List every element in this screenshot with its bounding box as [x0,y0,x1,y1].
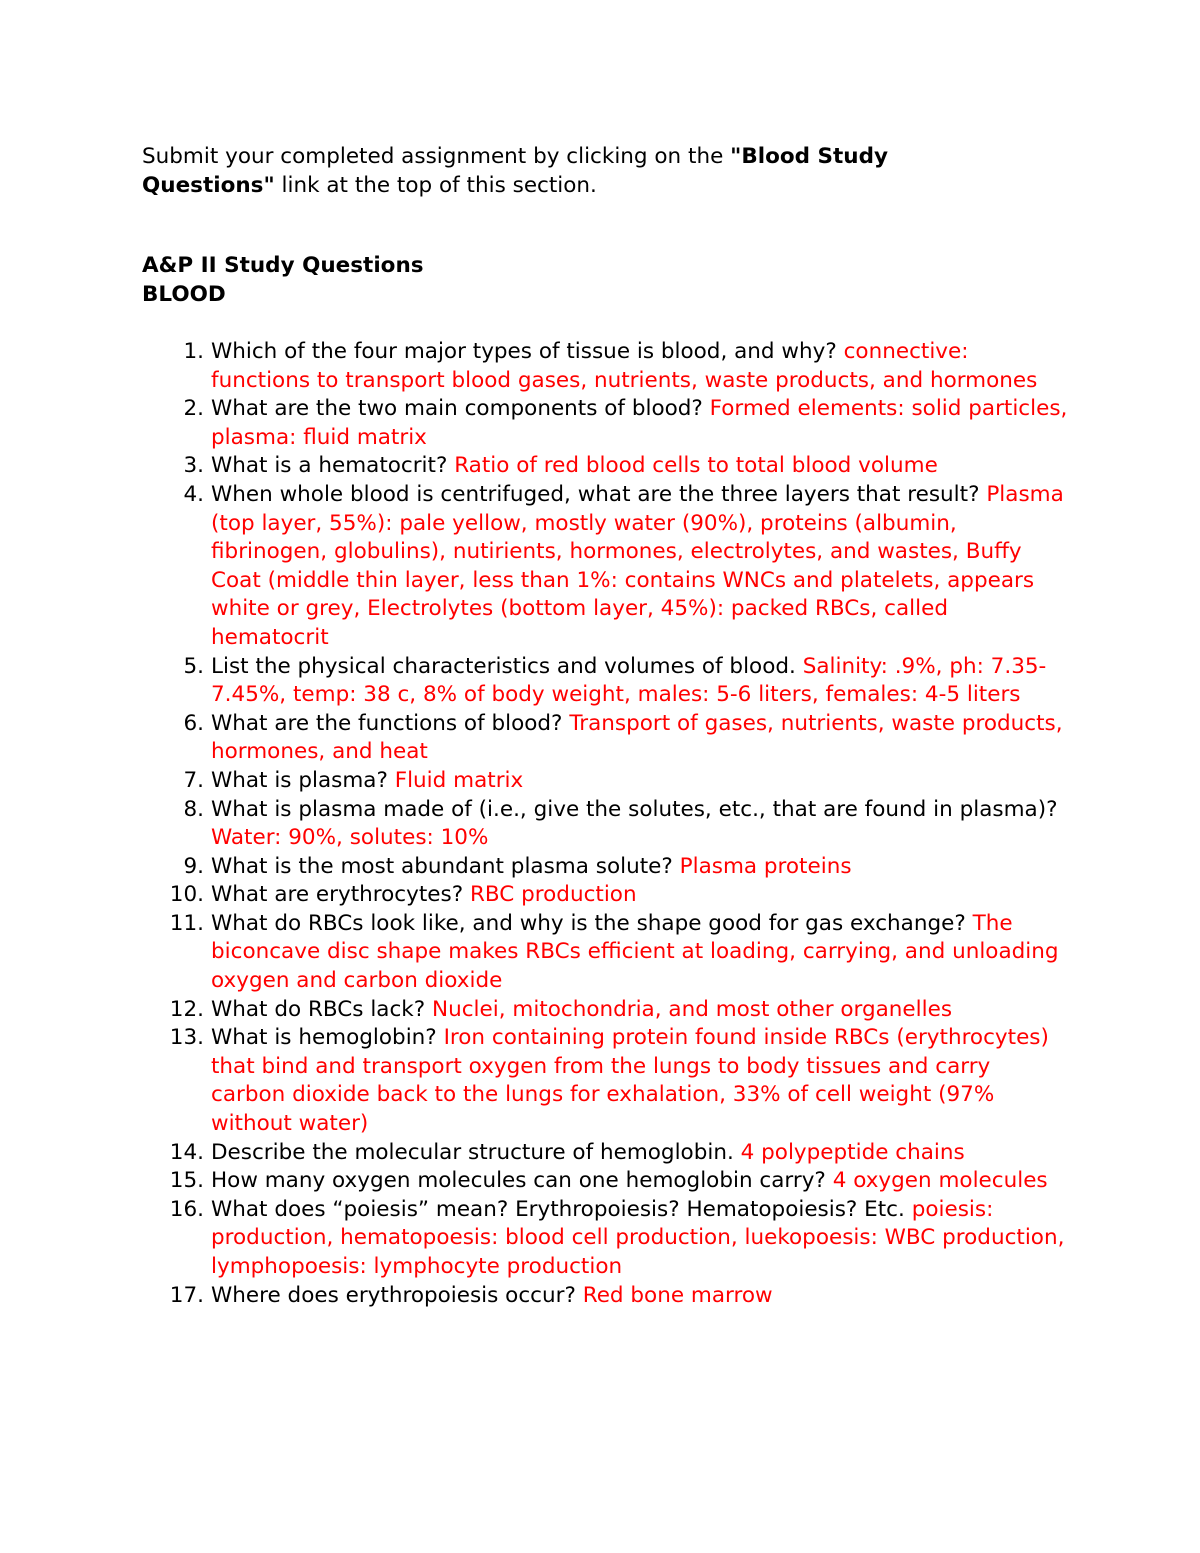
question-text: What is plasma? [211,767,388,793]
question-item [0,338,1071,395]
answer-text: Formed elements: solid particles, plasma: fluid matrix [211,396,1068,450]
answer-text: Transport of gases, nutrients, waste products, hormones, and heat [211,710,1063,765]
question-number: 7. [183,767,204,793]
question-number: 3. [183,453,204,479]
question-number: 2. [183,396,204,422]
question-number: 14. [169,1139,204,1165]
question-number: 13. [169,1025,204,1051]
question-number: 10. [169,882,204,908]
question-item [0,481,1071,653]
question-item [0,1282,1071,1311]
question-text: How many oxygen molecules can one hemoglobin carry? [211,1168,826,1194]
answer-text: The biconcave disc shape makes RBCs efficient at loading, carrying, and unloading oxygen and carbon dioxide [211,910,1059,994]
question-text: What are the two main components of blood? [211,396,703,422]
intro-suffix: link at the top of this section. [274,173,597,198]
answer-text: RBC production [469,882,637,908]
question-text: When whole blood is centrifuged, what are the three layers that result? [211,481,980,507]
question-number: 17. [169,1282,204,1308]
answer-text: 4 polypeptide chains [740,1139,965,1165]
answer-text: Fluid matrix [394,767,524,793]
question-text: What does “poiesis” mean? Erythropoiesis? Hematopoiesis? Etc. [211,1196,905,1222]
question-text: Which of the four major types of tissue is blood, and why? [211,339,837,364]
question-text: Describe the molecular structure of hemoglobin. [211,1139,734,1165]
question-number: 11. [169,910,204,936]
question-number: 9. [183,853,204,879]
answer-text: Red bone marrow [582,1282,773,1308]
question-text: What is a hematocrit? [211,453,448,479]
question-text: What is plasma made of (i.e., give the solutes, etc., that are found in plasma)? [211,796,1058,822]
heading-title: A&P II Study Questions [142,253,424,278]
answer-text: connective: functions to transport blood gases, nutrients, waste products, and hormones [211,339,1038,393]
question-text: What is the most abundant plasma solute? [211,853,673,879]
answer-text: poiesis: production, hematopoesis: blood cell production, luekopoesis: WBC production, lymphopoesis: lymphocyte production [211,1196,1065,1279]
intro-prefix: Submit your completed assignment by clicking on the [142,144,731,169]
question-number: 12. [169,996,204,1022]
question-text: What do RBCs look like, and why is the shape good for gas exchange? [211,910,966,936]
question-number: 5. [183,653,204,679]
question-item [0,653,1071,710]
question-item [0,452,1071,481]
answer-text: Nuclei, mitochondria, and most other organelles [432,996,953,1022]
question-item [0,881,1071,910]
question-item [0,1167,1071,1196]
heading-subtitle: BLOOD [142,282,226,307]
question-number: 1. [183,339,204,364]
question-item [0,996,1071,1025]
question-item [0,853,1071,882]
question-item [0,910,1071,996]
question-number: 6. [183,710,204,736]
submission-instructions [142,142,1022,200]
answer-text: 4 oxygen molecules [832,1168,1048,1194]
question-text: What are erythrocytes? [211,882,464,908]
question-text: What are the functions of blood? [211,710,563,736]
answer-text: Plasma proteins [679,853,852,879]
question-item [0,1196,1071,1282]
question-item [0,710,1071,767]
answer-text: Plasma (top layer, 55%): pale yellow, mostly water (90%), proteins (albumin, fibrinogen, globulins), nutirients, hormones, electrolytes, and wastes, Buffy Coat (middle thin layer, less than 1%: contains WNCs and platelets, appears white or grey, Electrolytes (bottom layer, 45%): packed RBCs, called hematocrit [211,481,1064,650]
blood-study-questions-reference: "Blood Study Questions" [142,144,888,198]
question-item [0,1139,1071,1168]
question-item [0,796,1071,853]
question-text: Where does erythropoiesis occur? [211,1282,576,1308]
answer-text: Salinity: .9%, ph: 7.35-7.45%, temp: 38 c, 8% of body weight, males: 5-6 liters, females: 4-5 liters [211,653,1047,708]
question-item [0,767,1071,796]
question-number: 4. [183,481,204,507]
question-number: 16. [169,1196,204,1222]
question-item [0,1024,1071,1138]
question-number: 8. [183,796,204,822]
question-list [0,338,1200,1310]
question-text: What is hemoglobin? [211,1025,437,1051]
question-text: What do RBCs lack? [211,996,426,1022]
answer-text: Ratio of red blood cells to total blood volume [454,453,938,479]
question-number: 15. [169,1168,204,1194]
answer-text: Water: 90%, solutes: 10% [211,825,489,851]
answer-text: Iron containing protein found inside RBCs (erythrocytes) that bind and transport oxygen from the lungs to body tissues and carry carbon dioxide back to the lungs for exhalation, 33% of cell weight (97% without water) [211,1025,1049,1137]
document-heading [142,251,424,309]
question-text: List the physical characteristics and volumes of blood. [211,653,796,679]
question-item [0,395,1071,452]
